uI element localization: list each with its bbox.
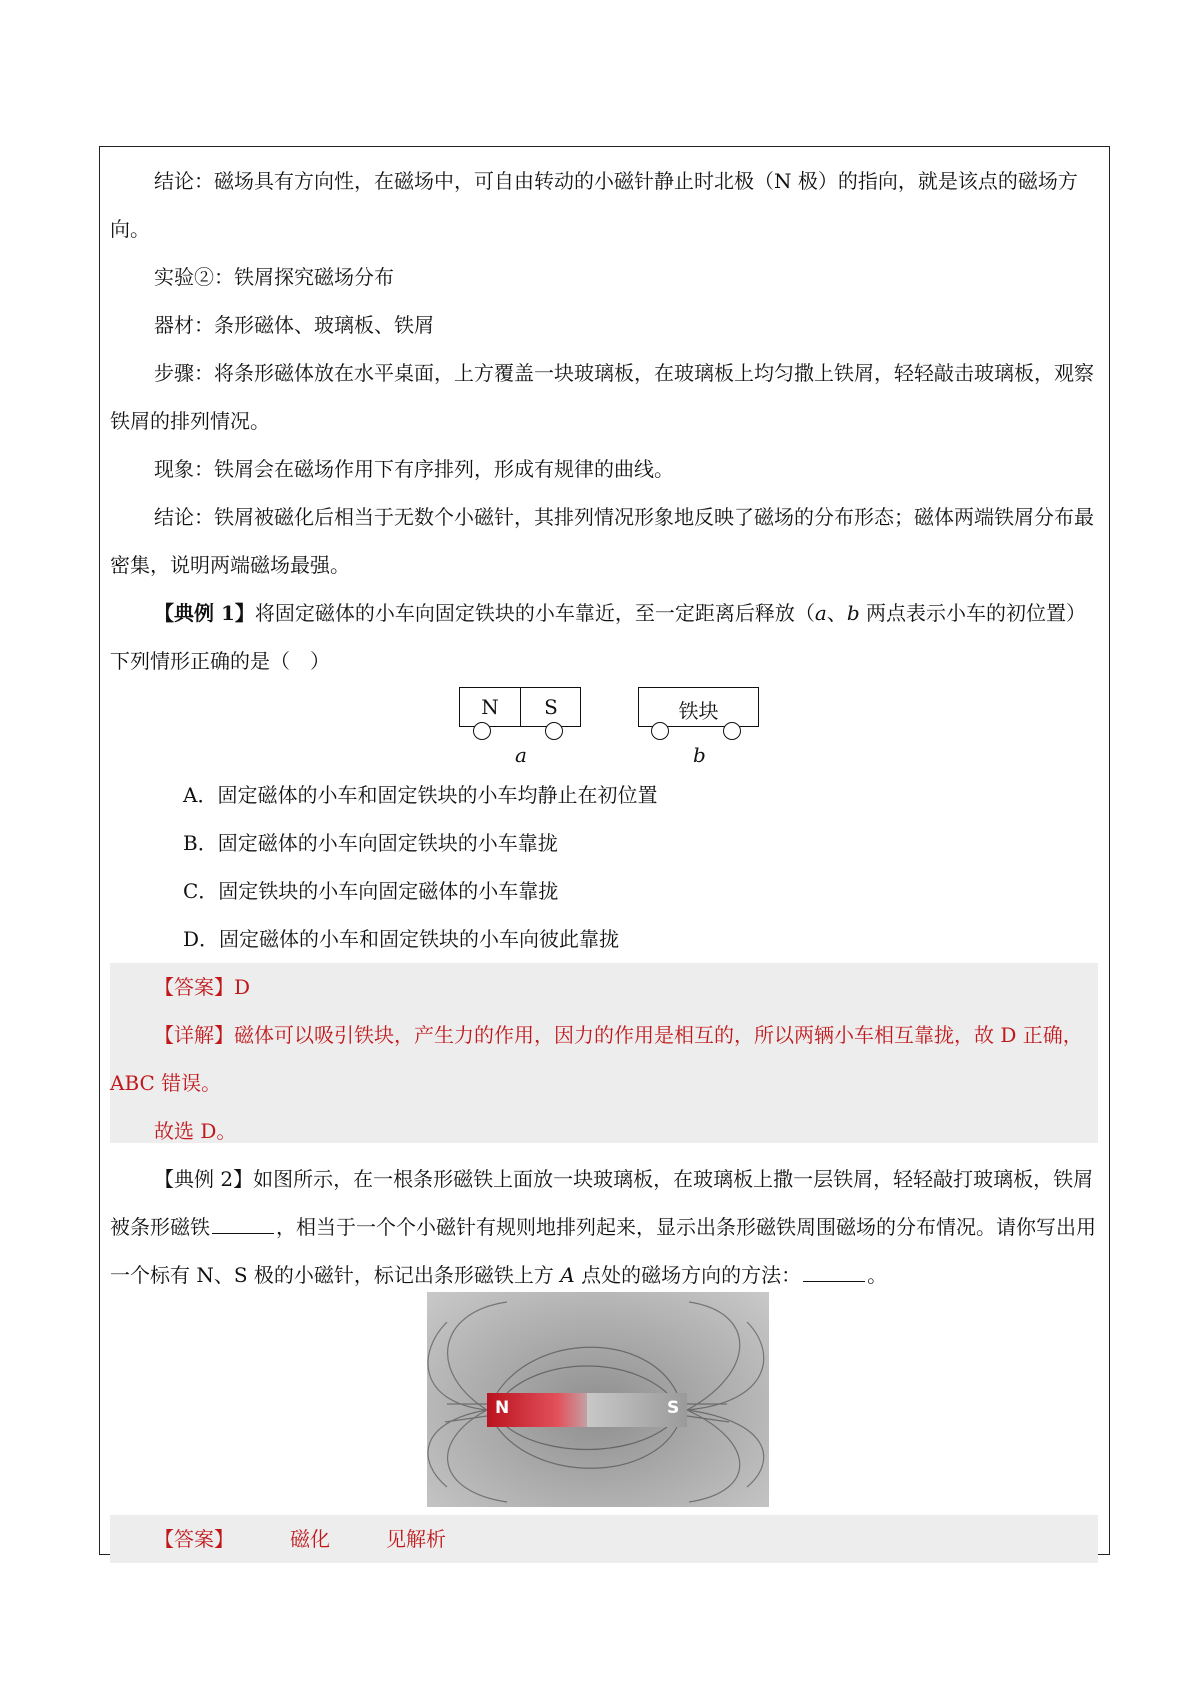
iron-block-label: 铁块 xyxy=(678,699,719,723)
example-2-tag: 【典例 2】 xyxy=(154,1167,254,1191)
option-d: D．固定磁体的小车和固定铁块的小车向彼此靠拢 xyxy=(183,927,620,951)
steps-paragraph: 步骤：将条形磁体放在水平桌面，上方覆盖一块玻璃板，在玻璃板上均匀撒上铁屑，轻轻敲击玻璃板，观察铁屑的排列情况。 xyxy=(110,361,1094,433)
iron-cart-body xyxy=(638,687,759,727)
photo-n-label: N xyxy=(495,1398,510,1418)
example-1-answer: 【答案】D xyxy=(154,975,251,999)
cart-s-pole-label: S xyxy=(544,695,558,719)
magnet-cart-body xyxy=(459,687,581,727)
example-2-question: 【典例 2】如图所示，在一根条形磁铁上面放一块玻璃板，在玻璃板上撒一层铁屑，轻轻敲打玻璃板，铁屑被条形磁铁 ，相当于一个个小磁针有规则地排列起来，显示出条形磁铁周围磁场的分布情况。请你写出用一个标有 N、S 极的小磁针，标记出条形磁铁上方 A 点处的磁场方向的方法： 。 xyxy=(110,1167,1096,1287)
answer-blank-1 xyxy=(212,1213,274,1234)
cart-wheel xyxy=(473,722,491,740)
photo-s-label: S xyxy=(667,1398,680,1418)
materials-paragraph: 器材：条形磁体、玻璃板、铁屑 xyxy=(154,313,434,337)
answer-blank-2 xyxy=(803,1261,865,1282)
option-a: A．固定磁体的小车和固定铁块的小车均静止在初位置 xyxy=(183,783,658,807)
cart-a-label: a xyxy=(515,743,527,767)
cart-wheel xyxy=(723,722,741,740)
cart-wheel xyxy=(651,722,669,740)
cart-b-label: b xyxy=(693,743,706,767)
example-1-explanation: 【详解】磁体可以吸引铁块，产生力的作用，因力的作用是相互的，所以两辆小车相互靠拢，故 D 正确，ABC 错误。 xyxy=(110,1023,1083,1095)
cart-wheel xyxy=(545,722,563,740)
answer-1: 磁化 xyxy=(290,1527,330,1551)
experiment-2-title: 实验②：铁屑探究磁场分布 xyxy=(154,265,394,289)
option-c: C．固定铁块的小车向固定磁体的小车靠拢 xyxy=(183,879,559,903)
cart-n-pole-label: N xyxy=(481,695,499,719)
example-1-question: 【典例 1】将固定磁体的小车向固定铁块的小车靠近，至一定距离后释放（a、b 两点表示小车的初位置）下列情形正确的是（ ） xyxy=(110,601,1086,673)
example-1-tag: 【典例 1】 xyxy=(154,601,255,625)
phenomenon-paragraph: 现象：铁屑会在磁场作用下有序排列，形成有规律的曲线。 xyxy=(154,457,674,481)
example-2-answer: 【答案】 磁化 见解析 xyxy=(154,1527,446,1551)
iron-filings-photo xyxy=(427,1292,769,1507)
conclusion-paragraph-2: 结论：铁屑被磁化后相当于无数个小磁针，其排列情况形象地反映了磁场的分布形态；磁体两端铁屑分布最密集，说明两端磁场最强。 xyxy=(110,505,1094,577)
conclusion-paragraph-1: 结论：磁场具有方向性，在磁场中，可自由转动的小磁针静止时北极（N 极）的指向，就是该点的磁场方向。 xyxy=(110,169,1078,241)
answer-2: 见解析 xyxy=(386,1527,446,1551)
example-1-choose: 故选 D。 xyxy=(154,1119,237,1143)
option-b: B．固定磁体的小车向固定铁块的小车靠拢 xyxy=(183,831,558,855)
